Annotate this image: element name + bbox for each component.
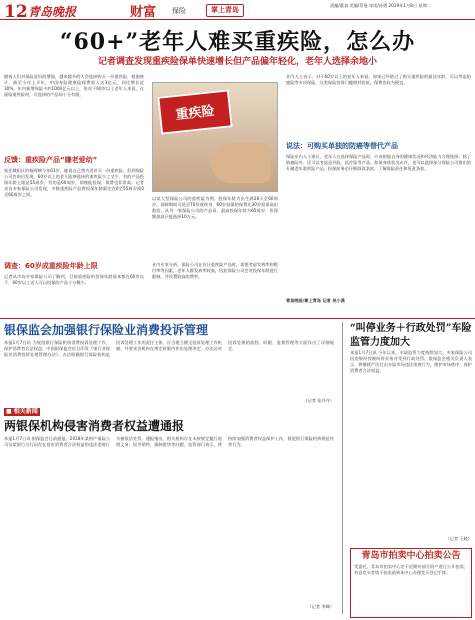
feedback-paragraph: 家住城阳区的杨阿姨今年61岁，她说自己想为老伴买一份重疾险，但到保险公司咨询后发现，60岁以上的老人能够选择的重疾险少之又少，有的产品投保年龄上限是55周岁，有的是60周岁，即使能投保，保费也非常高。记者采访多家保险公司发现，多数重疾险产品将投保年龄限定在0至55周岁或0至60周岁之间。	[4, 168, 144, 198]
article4-byline: （记者 王晓）	[445, 536, 472, 541]
article2-byline: （记者 张丹丹）	[303, 398, 334, 403]
main-headline: “60+”老年人难买重疾险，怎么办	[59, 29, 416, 55]
right-paragraph-2: 保险业内人士建议，老年人在选择保险产品时，应该根据自身的健康状况和经济能力合理选择。除了防癌险外，还可以考虑意外险、医疗险等产品。如果身体状况允许，也可以选择部分保险公司推出的专属老年重疾险产品，投保前务必仔细阅读条款，了解保险责任和免责条款。	[286, 154, 471, 172]
sign-text: 重疾险	[157, 89, 233, 134]
page-number: 12	[4, 2, 28, 22]
right-paragraph-1: 业内人士表示，对于60岁以上的老年人来说，如果已经错过了购买重疾险的最佳年龄，可以考虑防癌险等专项保险，这类保险投保门槛相对较低，保费也较为便宜。	[286, 74, 471, 86]
article3-title: 两银保机构侵害消费者权益遭通报	[4, 419, 185, 433]
middle-paragraph-1: 以某大型保险公司的重疾险为例，投保年龄为出生满28天至60周岁，保障期间可选至70岁或终身，60岁投保的保费比30岁投保高出数倍。从另一家保险公司的产品看，最高投保年龄为65周岁，但保额最高只能选择10万元。	[152, 196, 278, 220]
auction-body: 受委托，青岛市拍卖中心定于近期对部分资产进行公开拍卖，有意竞买者请于拍卖前到本中心办理竞买登记手续。	[354, 564, 468, 576]
section-divider	[0, 318, 475, 319]
article4-body: 本报1月7日讯 今年以来，车险监管力度持续加大，多家保险公司因违规经营被叫停业务并受到行政处罚。银保监会相关负责人表示，将继续严厉打击车险市场违法违规行为，维护市场秩序，保护消费者合法权益。	[350, 350, 472, 374]
column-divider	[342, 322, 343, 614]
kicker-survey: 调查：60岁成重疾险年龄上限	[4, 262, 98, 270]
paper-name: 青岛晚报	[28, 5, 77, 19]
illustration-image	[152, 82, 278, 192]
section-title: 财富	[130, 5, 157, 20]
article2-title: 银保监会加强银行保险业消费投诉管理	[4, 323, 209, 337]
kicker-feedback: 反馈：重疾险产品“嫌老爱幼”	[4, 156, 98, 164]
hand-graphic	[211, 143, 271, 183]
section-sub: 保险	[172, 7, 186, 15]
article3-byline: （记者 李峰）	[307, 604, 334, 609]
byline-main: 青岛晚报/掌上青岛 记者 吴小燕	[286, 298, 345, 303]
article4-title: “叫停业务＋行政处罚”车险监管力度加大	[350, 323, 472, 348]
kicker-advice: 说法：可购买单独的防癌等替代产品	[286, 142, 398, 150]
masthead-credit: 责编/董真 美编/蔡曼 审读/孙勇 2019年1月8日 星期二	[330, 3, 431, 8]
related-news-tag: ■ 相关新闻	[6, 408, 38, 415]
lead-paragraph: 随着人们对保险意识的增强，越来越多的人会选择购买一份重疾险，根据统计，截至今年上半年，中国寿险健康险保费收入达3亿元，同比增长近30%，年内新增保险卡约1000亿元以上，但对于60岁以上老年人来说，在面临重疾险时，可选择的产品却十分有限。	[4, 74, 144, 98]
app-badge: 掌上青岛	[206, 4, 244, 17]
survey-paragraph: 记者从市场多家保险公司了解到，目前重疾险的投保年龄基本都在60岁以下，60岁以上老人可以投保的产品十分稀少。	[4, 274, 144, 286]
auction-title: 青岛市拍卖中心拍卖公告	[361, 551, 461, 561]
article2-body: 本报1月7日讯 为规范银行保险机构消费投诉处理工作，保护消费者合法权益，中国银保监会近日印发《银行业保险业消费投诉处理管理办法》。办法明确银行保险机构是投诉处理工作的责任主体，应当建立健全投诉处理工作机制，并要求各机构在规定时限内作出处理决定。办法还对投诉处理的流程、时限、监督管理等方面作出了详细规定。	[4, 340, 334, 358]
middle-paragraph-2: 业内专家分析，保险公司在设计重疾险产品时，需要考虑发病率和赔付率等因素，老年人群发病率较高，因此保险公司会对投保年龄进行限制，并设置较高的费率。	[152, 262, 278, 280]
article3-body: 本报1月7日讯 银保监会日前通报，2018年某财产保险公司及某银行分行因存在侵害消费者合法权益的违法违规行为被依法处罚。通报指出，相关机构存在未按规定履行说明义务、误导销售、强制搭售等问题。监管部门表示，将持续加强消费者权益保护工作，督促银行保险机构规范经营行为。	[4, 436, 334, 448]
main-subheadline: 记者调查发现重疾险保单快速增长但产品偏年轻化，老年人选择余地小	[97, 57, 377, 67]
